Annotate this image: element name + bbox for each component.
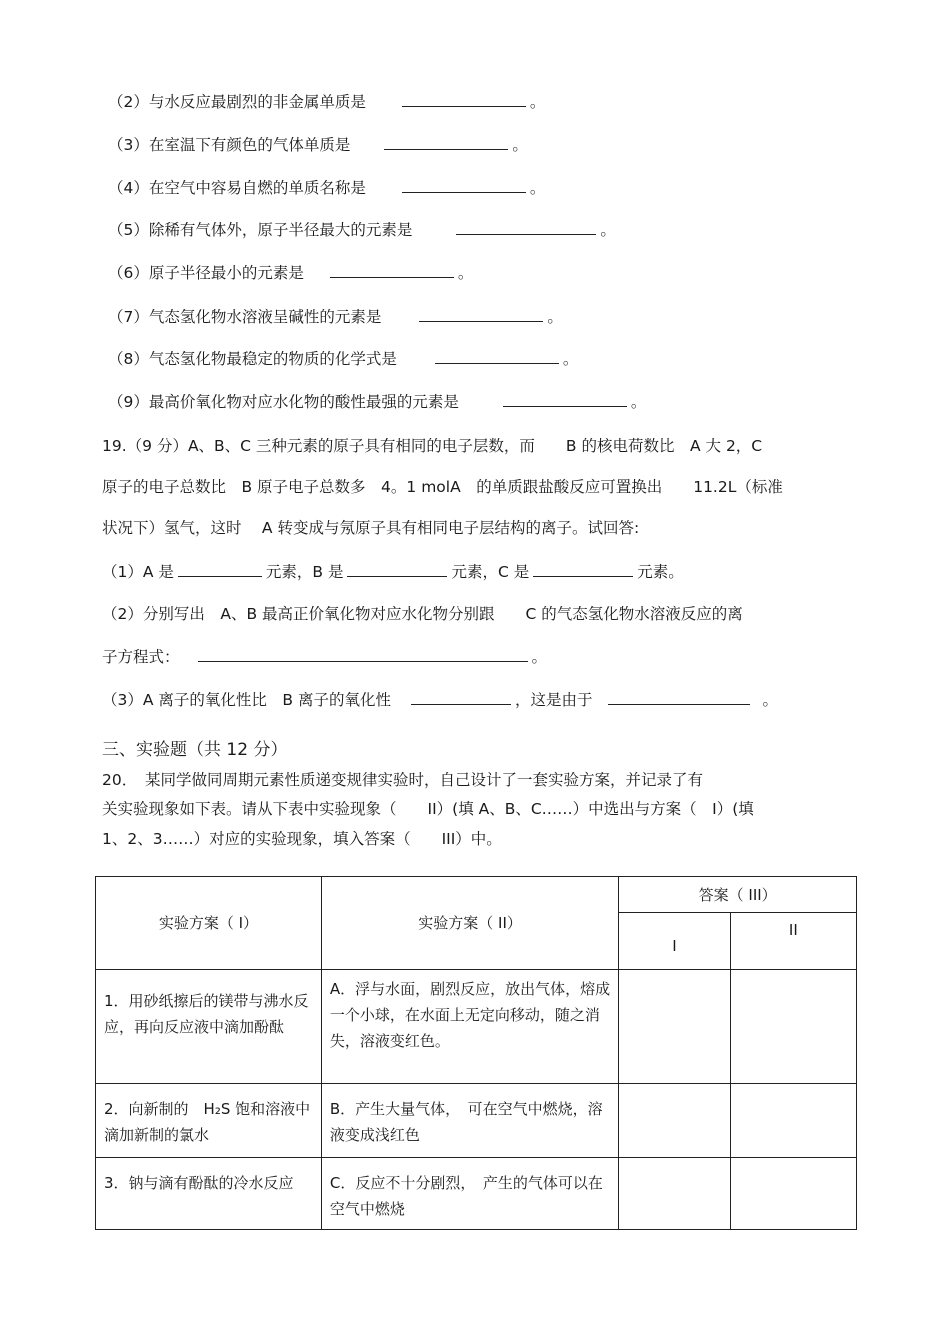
q20-line-1: 20． 某同学做同周期元素性质递变规律实验时，自己设计了一套实验方案，并记录了有 (102, 771, 703, 789)
equation-blank[interactable] (198, 646, 528, 663)
header-plan-2: 实验方案（ II） (321, 877, 618, 970)
header-plan-1: 实验方案（ I） (96, 877, 322, 970)
answer-blank-a[interactable] (178, 561, 262, 578)
plan-2-cell: B．产生大量气体， 可在空气中燃烧，溶液变成浅红色 (321, 1084, 618, 1158)
section-heading: 三、实验题（共 12 分） (102, 740, 288, 760)
plan-1-cell: 3．钠与滴有酚酞的冷水反应 (96, 1158, 322, 1230)
q19-sub-2-line-1: （2）分别写出 A、B 最高正价氧化物对应水化物分别跟 C 的气态氢化物水溶液反应的离 (102, 605, 743, 623)
answer-blank[interactable] (402, 177, 526, 194)
answer-cell-ii[interactable] (730, 1158, 856, 1230)
answer-blank-b[interactable] (347, 561, 447, 578)
answer-cell-ii[interactable] (730, 970, 856, 1084)
q18-item-8: （8）气态氢化物最稳定的物质的化学式是 。 (108, 347, 578, 369)
q19-sub-2-line-2: 子方程式： 。 (102, 645, 547, 667)
answer-cell-ii[interactable] (730, 1084, 856, 1158)
plan-2-cell: A．浮与水面，剧烈反应，放出气体，熔成一个小球，在水面上无定向移动，随之消失，溶液变红色。 (321, 970, 618, 1084)
q18-item-5: （5）除稀有气体外，原子半径最大的元素是 。 (108, 218, 616, 240)
q18-item-9: （9）最高价氧化物对应水化物的酸性最强的元素是 。 (108, 390, 646, 412)
answer-blank-oxidation[interactable] (411, 689, 511, 706)
header-answer: 答案（ III） (619, 877, 857, 913)
answer-cell-i[interactable] (619, 1158, 730, 1230)
answer-blank-reason[interactable] (608, 689, 750, 706)
answer-blank[interactable] (330, 262, 454, 279)
answer-blank[interactable] (419, 306, 543, 323)
answer-blank[interactable] (503, 391, 627, 408)
header-answer-i: I (619, 913, 730, 970)
answer-blank[interactable] (435, 348, 559, 365)
q18-item-7: （7）气态氢化物水溶液呈碱性的元素是 。 (108, 305, 563, 327)
answer-blank[interactable] (402, 91, 526, 108)
q20-line-2: 关实验现象如下表。请从下表中实验现象（ II）(填 A、B、C……）中选出与方案（ I）(填 (102, 800, 754, 818)
plan-1-cell: 2．向新制的 H₂S 饱和溶液中滴加新制的氯水 (96, 1084, 322, 1158)
q20-line-3: 1、2、3……）对应的实验现象，填入答案（ III）中。 (102, 830, 502, 848)
plan-1-cell: 1．用砂纸擦后的镁带与沸水反应，再向反应液中滴加酚酞 (96, 970, 322, 1084)
table-row (96, 1084, 857, 1158)
q19-sub-3: （3）A 离子的氧化性比 B 离子的氧化性 ，这是由于 。 (102, 688, 778, 710)
answer-blank[interactable] (384, 134, 508, 151)
header-answer-ii: II (730, 913, 856, 970)
table-row (96, 1158, 857, 1230)
q19-line-3: 状况下）氢气，这时 A 转变成与氖原子具有相同电子层结构的离子。试回答: (102, 519, 640, 537)
q18-item-3: （3）在室温下有颜色的气体单质是 。 (108, 133, 528, 155)
experiment-table (95, 876, 857, 1230)
q18-item-6: （6）原子半径最小的元素是 。 (108, 261, 473, 283)
answer-blank-c[interactable] (533, 561, 633, 578)
plan-2-cell: C．反应不十分剧烈， 产生的气体可以在空气中燃烧 (321, 1158, 618, 1230)
q19-line-2: 原子的电子总数比 B 原子电子总数多 4。1 molA 的单质跟盐酸反应可置换出 11.2L（标准 (102, 478, 783, 496)
answer-blank[interactable] (456, 219, 596, 236)
q19-sub-1: （1）A 是 元素，B 是 元素，C 是 元素。 (102, 560, 684, 582)
q18-item-2: （2）与水反应最剧烈的非金属单质是 。 (108, 90, 545, 112)
table-row (96, 970, 857, 1084)
q18-item-4: （4）在空气中容易自燃的单质名称是 。 (108, 176, 545, 198)
answer-cell-i[interactable] (619, 1084, 730, 1158)
answer-cell-i[interactable] (619, 970, 730, 1084)
q19-line-1: 19.（9 分）A、B、C 三种元素的原子具有相同的电子层数，而 B 的核电荷数比 A 大 2，C (102, 437, 763, 455)
